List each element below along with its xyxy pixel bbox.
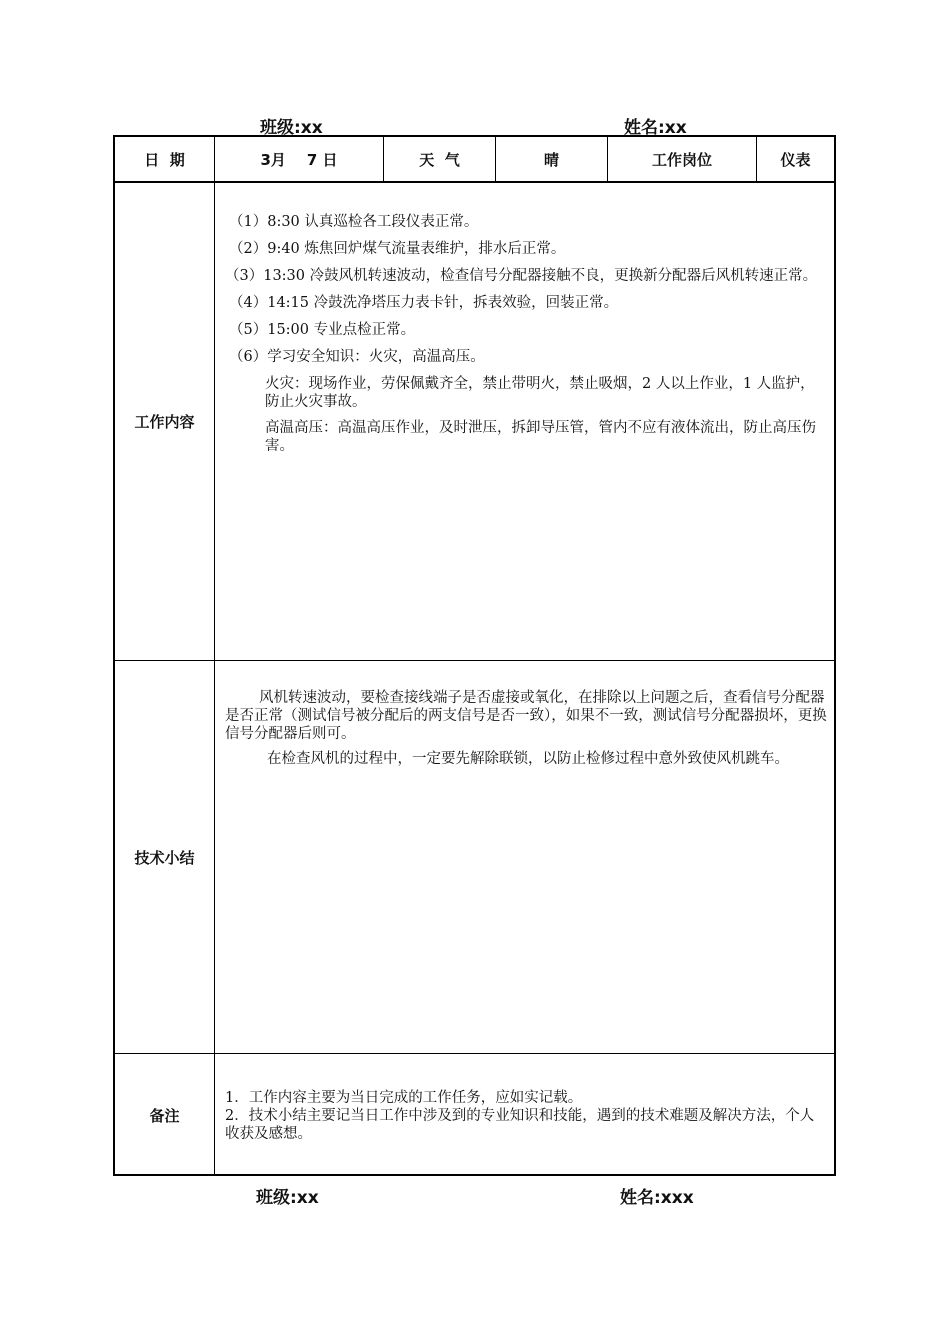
work-item: （5）15:00 专业点检正常。 [229, 322, 416, 338]
footer-class: 班级:xx [256, 1188, 319, 1208]
work-item: （6）学习安全知识：火灾，高温高压。 [229, 349, 485, 365]
date-label: 日 期 [144, 150, 185, 169]
divider [214, 137, 215, 1176]
remark-note: 1．工作内容主要为当日完成的工作任务，应如实记载。 [225, 1090, 583, 1106]
divider [115, 660, 834, 661]
tech-paragraph: 在检查风机的过程中，一定要先解除联锁，以防止检修过程中意外致使风机跳车。 [267, 751, 789, 767]
work-item: （2）9:40 炼焦回炉煤气流量表维护，排水后正常。 [229, 241, 566, 257]
divider [115, 1053, 834, 1054]
remark-content [225, 1089, 828, 1143]
work-label: 工作内容 [134, 413, 195, 431]
footer-name: 姓名:xxx [620, 1188, 694, 1208]
weather-value: 晴 [543, 150, 559, 169]
remark-label: 备注 [149, 1106, 180, 1125]
header-class: 班级:xx [260, 118, 323, 138]
post-value: 仪表 [780, 150, 811, 169]
fire-safety-note: 火灾：现场作业，劳保佩戴齐全，禁止带明火，禁止吸烟，2 人以上作业，1 人监护，防止火灾事故。 [265, 376, 815, 410]
log-table [113, 135, 836, 1176]
high-pressure-note: 高温高压：高温高压作业，及时泄压，拆卸导压管，管内不应有液体流出，防止高压伤害。 [265, 420, 816, 454]
divider [115, 181, 834, 183]
tech-label: 技术小结 [134, 848, 195, 867]
work-content [225, 213, 828, 463]
header-name: 姓名:xx [624, 118, 687, 138]
weather-label: 天 气 [419, 150, 460, 169]
date-value: 3月 7 日 [260, 150, 338, 169]
tech-paragraph: 风机转速波动，要检查接线端子是否虚接或氧化，在排除以上问题之后，查看信号分配器是否正常（测试信号被分配后的两支信号是否一致），如果不一致，测试信号分配器损坏，更换信号分配器后则可。 [225, 690, 827, 742]
work-item: （1）8:30 认真巡检各工段仪表正常。 [229, 214, 479, 230]
tech-content [225, 689, 828, 775]
remark-note: 2．技术小结主要记当日工作中涉及到的专业知识和技能，遇到的技术难题及解决方法，个人收获及感想。 [225, 1108, 815, 1142]
work-item: （4）14:15 冷鼓洗净塔压力表卡针，拆表效验，回装正常。 [229, 295, 619, 311]
work-item: （3）13:30 冷鼓风机转速波动，检查信号分配器接触不良，更换新分配器后风机转速正常。 [225, 268, 818, 284]
post-label: 工作岗位 [651, 150, 712, 169]
